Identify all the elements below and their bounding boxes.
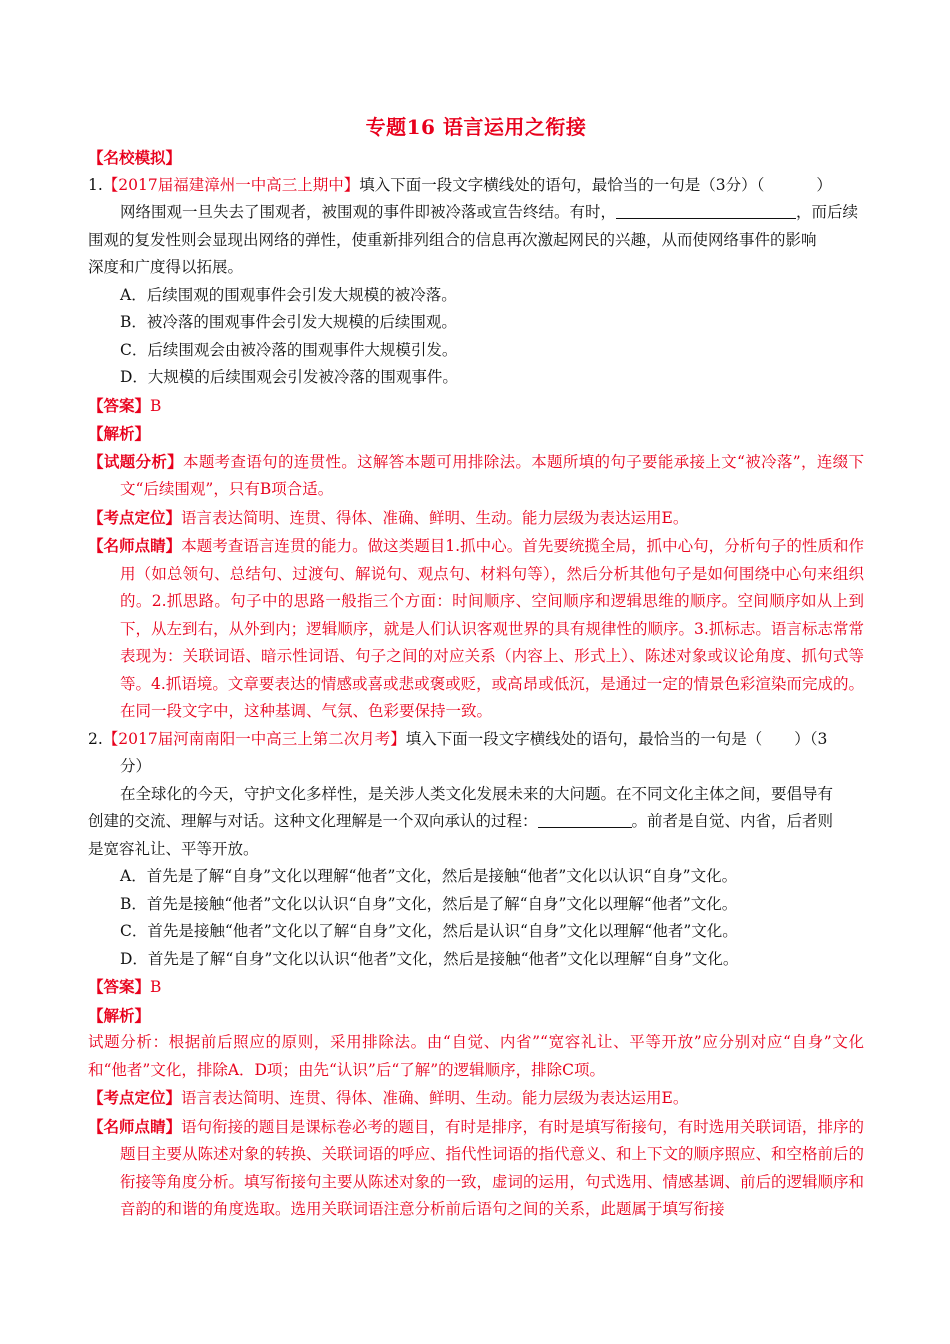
point-tag: 【考点定位】: [88, 507, 182, 527]
point-tag: 【考点定位】: [88, 1088, 182, 1107]
question-1-passage-line: [88, 199, 864, 227]
question-1-stem: [88, 172, 864, 200]
passage-text: 网络围观一旦失去了围观者，被围观的事件即被冷落或宣告终结。有时，: [120, 203, 617, 221]
passage-text: ，而后续: [796, 203, 859, 221]
section-heading: 【名校模拟】: [88, 148, 182, 167]
question-2-passage-line: 在全球化的今天，守护文化多样性，是关涉人类文化发展未来的大问题。在不同文化主体之间，要倡导有: [120, 784, 834, 803]
document-page: [88, 110, 864, 1224]
answer-label: 【答案】: [88, 977, 151, 996]
teacher-tag: 【名师点睛】: [88, 536, 182, 555]
question-stem-end: ）（3: [794, 729, 828, 748]
question-2-passage-line: [88, 808, 864, 836]
answer-value: B: [150, 978, 162, 996]
question-1-passage-line: 围观的复发性则会显现出网络的弹性，使重新排列组合的信息再次激起网民的兴趣，从而使网络事件的影响: [88, 230, 817, 249]
teacher-text: 语句衔接的题目是课标卷必考的题目，有时是排序，有时是填写衔接句，有时选用关联词语，排序的题目主要从陈述对象的转换、关联词语的呼应、指代性词语的指代意义、和上下文的顺序照应、和空格前后的衔接等角度分析。填写衔接句主要从陈述对象的一致，虚词的运用，句式选用、情感基调、前后的逻辑顺序和音韵的和谐的角度选取。选用关联词语注意分析前后语句之间的关系，此题属于填写衔接: [120, 1117, 865, 1218]
answer-label: 【答案】: [88, 395, 151, 415]
passage-text: 创建的交流、理解与对话。这种文化理解是一个双向承认的过程：: [88, 812, 538, 830]
question-2-stem-cont: 分）: [120, 757, 152, 775]
option-d: D．首先是了解“自身”文化以认识“他者”文化，然后是接触“他者”文化以理解“自身”文化。: [120, 949, 739, 968]
point-paragraph: [88, 1084, 864, 1113]
point-paragraph: [88, 504, 864, 533]
option-c: C．后续围观会由被冷落的围观事件大规模引发。: [120, 340, 458, 359]
teacher-paragraph: [88, 532, 864, 726]
passage-text: 。前者是自觉、内省，后者则: [631, 812, 834, 830]
question-number: 2.: [88, 729, 103, 748]
point-text: 语言表达简明、连贯、得体、准确、鲜明、生动。能力层级为表达运用E。: [181, 508, 689, 527]
analysis-label: 【解析】: [88, 424, 151, 443]
option-a: A．后续围观的围观事件会引发大规模的被冷落。: [120, 285, 457, 304]
answer-blank: [538, 811, 632, 828]
option-a: A．首先是了解“自身”文化以理解“他者”文化，然后是接触“他者”文化以认识“自身”文化。: [120, 867, 738, 885]
answer-blank: [616, 202, 796, 219]
page-title: 专题16 语言运用之衔接: [365, 115, 587, 139]
analysis-paragraph: [88, 448, 864, 504]
question-source: 【2017届福建漳州一中高三上期中】: [102, 175, 360, 194]
analysis-text: 本题考查语句的连贯性。这解答本题可用排除法。本题所填的句子要能承接上文“被冷落”，连缀下文“后续围观”，只有B项合适。: [120, 452, 864, 498]
answer-line: [88, 392, 864, 421]
answer-value: B: [150, 396, 162, 415]
point-text: 语言表达简明、连贯、得体、准确、鲜明、生动。能力层级为表达运用E。: [181, 1089, 689, 1107]
question-2-passage-line: 是宽容礼让、平等开放。: [88, 839, 259, 858]
question-stem-end: ）: [816, 175, 832, 194]
question-2-stem: [88, 726, 864, 754]
teacher-paragraph: [88, 1113, 864, 1224]
question-stem: 填入下面一段文字横线处的语句，最恰当的一句是（: [405, 729, 763, 748]
question-1-passage-line: 深度和广度得以拓展。: [88, 258, 244, 276]
analysis-label: 【解析】: [88, 1005, 151, 1025]
question-source: 【2017届河南南阳一中高三上第二次月考】: [102, 729, 406, 748]
answer-line: [88, 973, 864, 1002]
option-c: C．首先是接触“他者”文化以了解“自身”文化，然后是认识“自身”文化以理解“他者”文化。: [120, 922, 738, 940]
option-b: B．首先是接触“他者”文化以认识“自身”文化，然后是了解“自身”文化以理解“他者”文化。: [120, 894, 738, 913]
option-b: B．被冷落的围观事件会引发大规模的后续围观。: [120, 313, 457, 331]
analysis-tag: 【试题分析】: [88, 451, 183, 471]
option-d: D．大规模的后续围观会引发被冷落的围观事件。: [120, 368, 458, 386]
question-number: 1.: [88, 175, 103, 194]
question-stem: 填入下面一段文字横线处的语句，最恰当的一句是（3分）（: [359, 175, 765, 194]
teacher-tag: 【名师点睛】: [88, 1116, 182, 1136]
analysis-paragraph: 试题分析：根据前后照应的原则，采用排除法。由“自觉、内省”“宽容礼让、平等开放”应分别对应“自身”文化和“他者”文化，排除A．D项；由先“认识”后“了解”的逻辑顺序，排除C项。: [88, 1033, 864, 1079]
teacher-text: 本题考查语言连贯的能力。做这类题目1.抓中心。首先要统揽全局，抓中心句，分析句子的性质和作用（如总领句、总结句、过渡句、解说句、观点句、材料句等），然后分析其他句子是如何围绕中心句来组织的。2.抓思路。句子中的思路一般指三个方面：时间顺序、空间顺序和逻辑思维的顺序。空间顺序如从上到下，从左到右，从外到内；逻辑顺序，就是人们认识客观世界的具有规律性的顺序。3.抓标志。语言标志常常表现为：关联词语、暗示性词语、句子之间的对应关系（内容上、形式上）、陈述对象或议论角度、抓句式等等。4.抓语境。文章要表达的情感或喜或悲或褒或贬，或高昂或低沉，是通过一定的情景色彩渲染而完成的。在同一段文字中，这种基调、气氛、色彩要保持一致。: [120, 537, 864, 720]
